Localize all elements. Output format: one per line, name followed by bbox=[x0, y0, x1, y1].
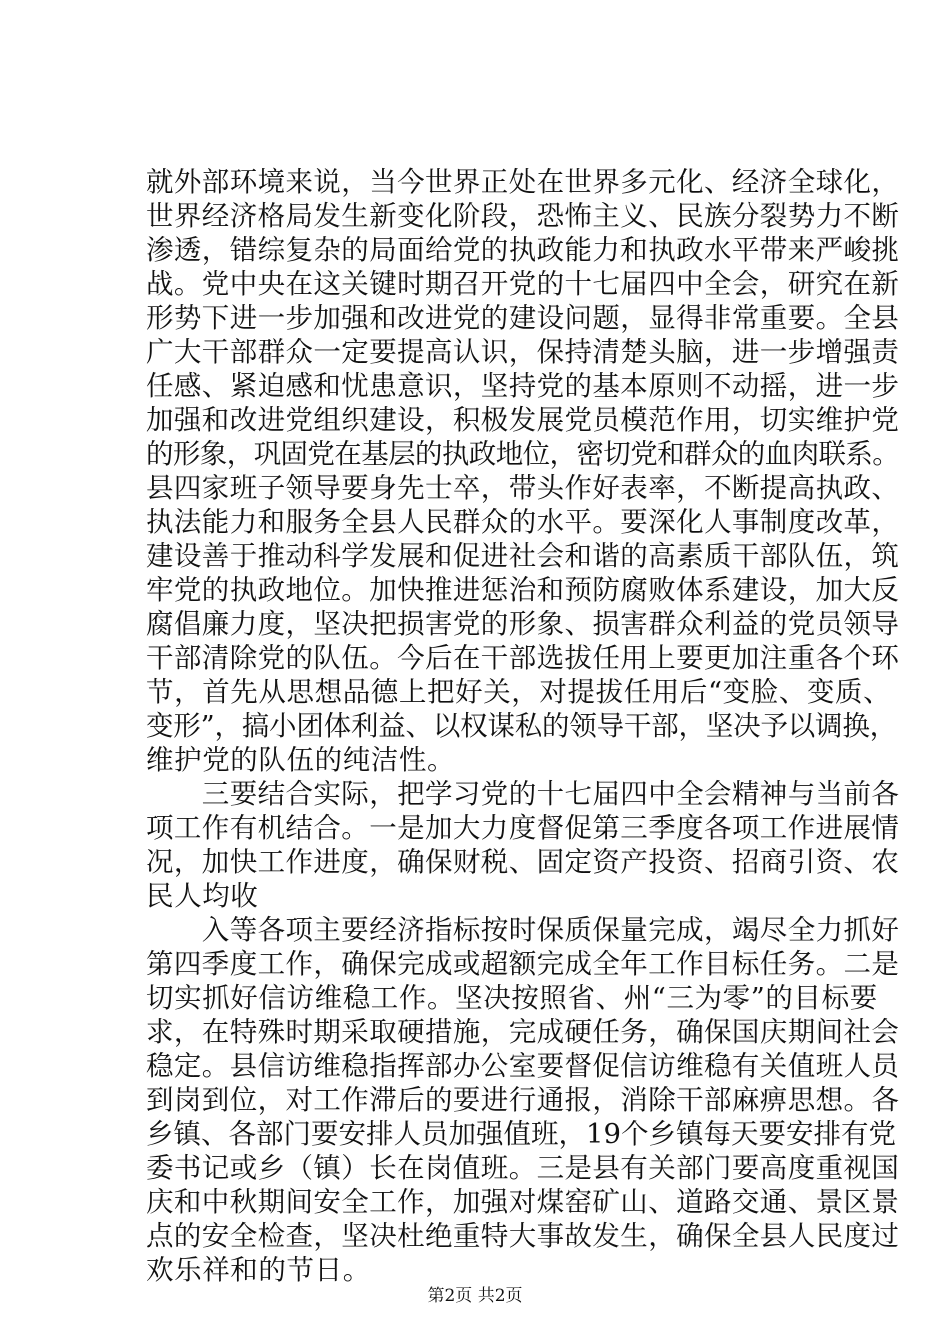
text-line: 乡镇、各部门要安排人员加强值班，19个乡镇每天要安排有党 bbox=[146, 1118, 896, 1150]
text-line: 任感、紧迫感和忧患意识，坚持党的基本原则不动摇，进一步 bbox=[146, 370, 900, 402]
text-line: 变形”，搞小团体利益、以权谋私的领导干部，坚决予以调换， bbox=[146, 710, 897, 742]
text-line: 干部清除党的队伍。今后在干部选拔任用上要更加注重各个环 bbox=[146, 642, 900, 674]
text-line: 加强和改进党组织建设，积极发展党员模范作用，切实维护党 bbox=[146, 404, 900, 436]
text-line: 世界经济格局发生新变化阶段，恐怖主义、民族分裂势力不断 bbox=[146, 200, 900, 232]
text-line: 入等各项主要经济指标按时保质保量完成，竭尽全力抓好 bbox=[146, 914, 900, 946]
text-line: 欢乐祥和的节日。 bbox=[146, 1254, 371, 1286]
text-line: 委书记或乡（镇）长在岗值班。三是县有关部门要高度重视国 bbox=[146, 1152, 900, 1184]
text-line: 牢党的执政地位。加快推进惩治和预防腐败体系建设，加大反 bbox=[146, 574, 900, 606]
text-line: 稳定。县信访维稳指挥部办公室要督促信访维稳有关值班人员 bbox=[146, 1050, 900, 1082]
text-line: 县四家班子领导要身先士卒，带头作好表率，不断提高执政、 bbox=[146, 472, 900, 504]
text-line: 的形象，巩固党在基层的执政地位，密切党和群众的血肉联系。 bbox=[146, 438, 900, 470]
text-line: 点的安全检查，坚决杜绝重特大事故发生，确保全县人民度过 bbox=[146, 1220, 900, 1252]
text-line: 庆和中秋期间安全工作，加强对煤窑矿山、道路交通、景区景 bbox=[146, 1186, 900, 1218]
text-line: 广大干部群众一定要提高认识，保持清楚头脑，进一步增强责 bbox=[146, 336, 900, 368]
text-line: 战。党中央在这关键时期召开党的十七届四中全会，研究在新 bbox=[146, 268, 900, 300]
text-line: 况，加快工作进度，确保财税、固定资产投资、招商引资、农 bbox=[146, 846, 900, 878]
text-line: 维护党的队伍的纯洁性。 bbox=[146, 744, 456, 776]
text-line: 形势下进一步加强和改进党的建设问题，显得非常重要。全县 bbox=[146, 302, 900, 334]
text-line: 就外部环境来说，当今世界正处在世界多元化、经济全球化， bbox=[146, 166, 900, 198]
text-line: 三要结合实际，把学习党的十七届四中全会精神与当前各 bbox=[146, 778, 900, 810]
text-line: 节，首先从思想品德上把好关，对提拔任用后“变脸、变质、 bbox=[146, 676, 892, 708]
text-line: 求，在特殊时期采取硬措施，完成硬任务，确保国庆期间社会 bbox=[146, 1016, 900, 1048]
text-line: 民人均收 bbox=[146, 880, 259, 912]
text-line: 项工作有机结合。一是加大力度督促第三季度各项工作进展情 bbox=[146, 812, 900, 844]
page-number: 第2页 共2页 bbox=[427, 1286, 523, 1306]
text-line: 第四季度工作，确保完成或超额完成全年工作目标任务。二是 bbox=[146, 948, 900, 980]
text-line: 腐倡廉力度，坚决把损害党的形象、损害群众利益的党员领导 bbox=[146, 608, 900, 640]
text-line: 建设善于推动科学发展和促进社会和谐的高素质干部队伍，筑 bbox=[146, 540, 900, 572]
text-line: 切实抓好信访维稳工作。坚决按照省、州“三为零”的目标要 bbox=[146, 982, 878, 1014]
text-line: 执法能力和服务全县人民群众的水平。要深化人事制度改革， bbox=[146, 506, 900, 538]
text-line: 到岗到位，对工作滞后的要进行通报，消除干部麻痹思想。各 bbox=[146, 1084, 900, 1116]
text-line: 渗透，错综复杂的局面给党的执政能力和执政水平带来严峻挑 bbox=[146, 234, 900, 266]
